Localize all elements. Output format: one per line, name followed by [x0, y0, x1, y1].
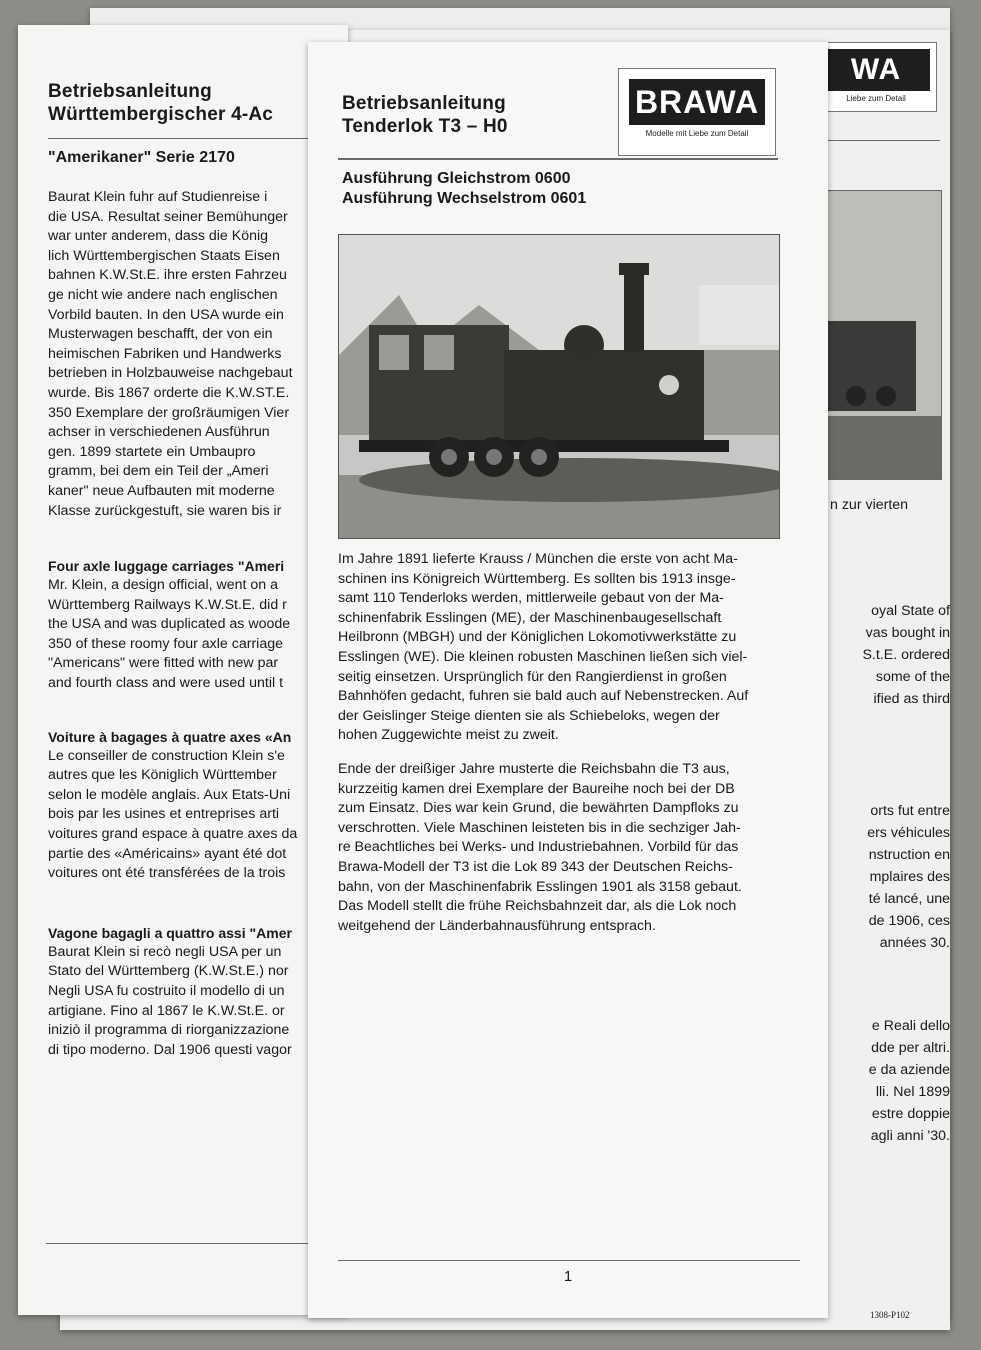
- de-line: Klasse zurückgestuft, sie waren bis ir: [48, 502, 282, 519]
- de-line: gramm, bei dem ein Teil der „Ameri: [48, 463, 269, 480]
- front-title-line2: Tenderlok T3 – H0: [342, 116, 508, 137]
- front-paragraph-2: [338, 760, 800, 936]
- fr-line: selon le modèle anglais. Aux Etats-Uni: [48, 786, 291, 803]
- de-line: die USA. Resultat seiner Bemühunger: [48, 208, 288, 225]
- front-variants: [342, 169, 586, 209]
- back-footer-code: 1308-P102: [870, 1310, 910, 1320]
- back-frag: lli. Nel 1899: [875, 1084, 950, 1100]
- de-line: lich Württembergischen Staats Eisen: [48, 247, 280, 264]
- fr-line: voitures grand espace à quatre axes da: [48, 826, 298, 843]
- front-title-line1: Betriebsanleitung: [342, 93, 506, 114]
- left-fr-heading: Voiture à bagages à quatre axes «An: [48, 728, 292, 745]
- front-line: Das Modell stellt die frühe Reichsbahnzeit dar, als die Lok noch: [338, 898, 737, 915]
- front-header-rule: [338, 158, 778, 160]
- it-line: Stato del Württemberg (K.W.St.E.) nor: [48, 963, 289, 980]
- left-it-paragraph: [48, 943, 348, 1061]
- left-en-heading: Four axle luggage carriages "Ameri: [48, 558, 285, 575]
- back-frag: e da aziende: [868, 1062, 950, 1078]
- front-line: Bahnhöfen gedacht, fuhren sie bald auch auf Nebenstrecken. Auf: [338, 688, 749, 705]
- en-line: Württemberg Railways K.W.St.E. did r: [48, 596, 287, 613]
- left-sheet: [18, 25, 348, 1315]
- variant-dc: Ausführung Gleichstrom 0600: [342, 170, 571, 187]
- back-frag: mplaires des: [869, 869, 950, 885]
- front-line: re Beachtliches bei Werks- und Industriebahnen. Vorbild für das: [338, 839, 739, 856]
- back-frag: ers véhicules: [867, 825, 950, 841]
- left-footer-rule: [46, 1243, 346, 1244]
- left-title-rule: [48, 138, 348, 139]
- it-line: artigiane. Fino al 1867 le K.W.St.E. or: [48, 1002, 285, 1019]
- variant-ac: Ausführung Wechselstrom 0601: [342, 190, 587, 207]
- left-en-paragraph: [48, 576, 348, 694]
- back-frag: vas bought in: [865, 625, 950, 641]
- front-line: der Geislinger Steige dienten sie als Schiebeloks, wegen der: [338, 707, 720, 724]
- brawa-logo-mark: BRAWA: [629, 79, 765, 125]
- front-line: Heilbronn (MBGH) und der Königlichen Lokomotivwerkstätte zu: [338, 629, 737, 646]
- back-frag: années 30.: [879, 935, 950, 951]
- de-line: Vorbild bauten. In den USA wurde ein: [48, 306, 284, 323]
- de-line: kaner" neue Aufbauten mit moderne: [48, 482, 275, 499]
- brawa-logo: [618, 68, 776, 156]
- front-line: samt 110 Tenderloks werden, mittlerweile gebaut von der Ma-: [338, 590, 724, 607]
- back-frag: té lancé, une: [868, 891, 950, 907]
- back-frag: S.t.E. ordered: [862, 647, 950, 663]
- back-frag: ified as third: [873, 691, 950, 707]
- back-frag: some of the: [875, 669, 950, 685]
- left-sheet-content: [48, 80, 348, 1060]
- de-line: betrieben in Holzbauweise nachgebaut: [48, 365, 293, 382]
- en-line: 350 of these roomy four axle carriage: [48, 635, 284, 652]
- front-line: Im Jahre 1891 lieferte Krauss / München die erste von acht Ma-: [338, 551, 738, 567]
- back-frag: orts fut entre: [870, 803, 950, 819]
- front-line: verschrotten. Viele Maschinen leisteten bis in die sechziger Jah-: [338, 819, 741, 836]
- back-fragments-en-2: [830, 600, 950, 710]
- back-photo-fragment: [815, 190, 942, 480]
- back-frag: nstruction en: [868, 847, 950, 863]
- it-line: di tipo moderno. Dal 1906 questi vagor: [48, 1041, 292, 1058]
- back-brawa-logo: [815, 42, 937, 112]
- back-fragments-it: [820, 1015, 950, 1147]
- de-line: bahnen K.W.St.E. ihre ersten Fahrzeu: [48, 267, 287, 284]
- en-line: "Americans" were fitted with new par: [48, 655, 279, 672]
- back-fragments-en: [830, 495, 950, 515]
- de-line: wurde. Bis 1867 orderte die K.W.ST.E.: [48, 384, 290, 401]
- back-frag: agli anni '30.: [870, 1128, 950, 1144]
- locomotive-image: [339, 235, 779, 538]
- front-footer-rule: [338, 1260, 800, 1261]
- front-body: [338, 550, 800, 936]
- front-line: Ende der dreißiger Jahre musterte die Reichsbahn die T3 aus,: [338, 760, 730, 777]
- left-subtitle: "Amerikaner" Serie 2170: [48, 149, 235, 166]
- fr-line: bois par les usines et entreprises arti: [48, 806, 280, 823]
- back-frag: oyal State of: [871, 603, 950, 619]
- en-line: and fourth class and were used until t: [48, 675, 284, 692]
- de-line: ge nicht wie andere nach englischen: [48, 286, 278, 303]
- front-line: schinen ins Königreich Württemberg. Es sollten bis 1913 insge-: [338, 570, 736, 587]
- back-fragments-fr: [820, 800, 950, 954]
- back-photo-image: [816, 191, 941, 479]
- front-sheet: [308, 42, 828, 1318]
- front-line: seitig einsetzen. Ursprünglich für den Rangierdienst in großen: [338, 668, 727, 685]
- en-line: the USA and was duplicated as woode: [48, 616, 291, 633]
- back-frag: n zur vierten: [830, 497, 909, 513]
- brawa-logo-tagline: Modelle mit Liebe zum Detail: [645, 129, 749, 138]
- back-frag: estre doppie: [871, 1106, 950, 1122]
- de-line: heimischen Fabriken und Handwerks: [48, 345, 282, 362]
- de-line: Baurat Klein fuhr auf Studienreise i: [48, 189, 268, 205]
- fr-line: voitures ont été transférées de la trois: [48, 865, 286, 882]
- left-fr-paragraph: [48, 747, 348, 884]
- page-number: 1: [563, 1268, 573, 1285]
- front-line: Brawa-Modell der T3 ist die Lok 89 343 der Deutschen Reichs-: [338, 858, 733, 875]
- de-line: war unter anderem, dass die König: [48, 228, 269, 245]
- back-frag: e Reali dello: [871, 1018, 950, 1034]
- it-line: Baurat Klein si recò negli USA per un: [48, 943, 282, 960]
- left-de-paragraph: [48, 188, 348, 521]
- left-it-heading: Vagone bagagli a quattro assi "Amer: [48, 924, 292, 941]
- front-paragraph-1: [338, 550, 800, 746]
- front-line: schinenfabrik Esslingen (ME), der Maschinenbaugesellschaft: [338, 609, 722, 626]
- fr-line: autres que les Königlich Württember: [48, 767, 277, 784]
- en-line: Mr. Klein, a design official, went on a: [48, 577, 279, 594]
- left-title-line2: Württembergischer 4-Ac: [48, 104, 274, 125]
- front-title: [342, 92, 508, 138]
- de-line: Musterwagen beschafft, der von ein: [48, 326, 273, 343]
- de-line: 350 Exemplare der großräumigen Vier: [48, 404, 290, 421]
- it-line: iniziò il programma di riorganizzazione: [48, 1022, 290, 1039]
- fr-line: Le conseiller de construction Klein s'e: [48, 747, 285, 764]
- back-frag: dde per altri.: [871, 1040, 950, 1056]
- fr-line: partie des «Américains» ayant été dot: [48, 845, 287, 862]
- front-line: weitgehend der Länderbahnausführung entsprach.: [338, 917, 656, 934]
- de-line: gen. 1899 startete ein Umbaupro: [48, 443, 256, 460]
- front-line: bahn, von der Maschinenfabrik Esslingen 1901 als 3158 gebaut.: [338, 878, 742, 895]
- front-line: zum Einsatz. Dies war kein Grund, die bewährten Dampfloks zu: [338, 800, 739, 817]
- locomotive-photo: [338, 234, 780, 539]
- front-line: hohen Zuggewichte meist zu zweit.: [338, 727, 559, 744]
- back-logo-tagline: Liebe zum Detail: [846, 94, 906, 103]
- back-logo-mark: WA: [822, 49, 930, 91]
- front-line: Esslingen (WE). Die kleinen robusten Maschinen ließen sich viel-: [338, 648, 748, 665]
- it-line: Negli USA fu costruito il modello di un: [48, 983, 285, 999]
- back-frag: de 1906, ces: [868, 913, 950, 929]
- front-line: kurzzeitig kamen drei Exemplare der Baureihe noch bei der DB: [338, 780, 735, 797]
- left-title-line1: Betriebsanleitung: [48, 81, 212, 102]
- de-line: achser in verschiedenen Ausführun: [48, 424, 270, 441]
